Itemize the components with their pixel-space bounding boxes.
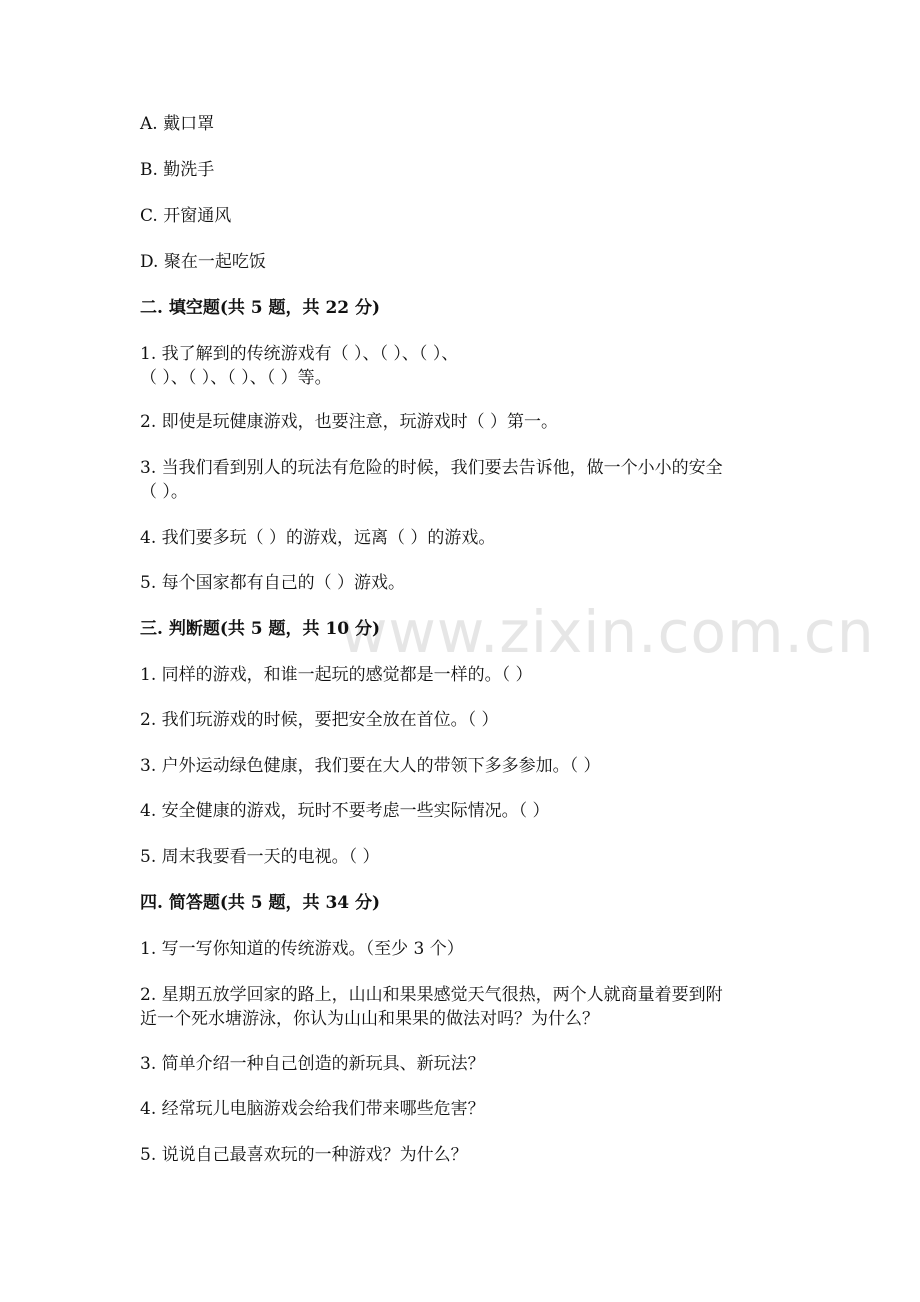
true-false-q5: 5. 周末我要看一天的电视。（ ） bbox=[140, 847, 380, 867]
fill-blank-q3-line2: （ ）。 bbox=[140, 482, 188, 502]
short-answer-q4: 4. 经常玩儿电脑游戏会给我们带来哪些危害？ bbox=[140, 1099, 485, 1119]
true-false-q1: 1. 同样的游戏，和谁一起玩的感觉都是一样的。（ ） bbox=[140, 665, 533, 685]
fill-blank-q1-line1: 1. 我了解到的传统游戏有（ ）、（ ）、（ ）、 bbox=[140, 344, 459, 364]
short-answer-q2-line2: 近一个死水塘游泳，你认为山山和果果的做法对吗？为什么？ bbox=[140, 1009, 599, 1029]
fill-blank-q3-line1: 3. 当我们看到别人的玩法有危险的时候，我们要去告诉他，做一个小小的安全 bbox=[140, 458, 723, 478]
option-c: C. 开窗通风 bbox=[140, 206, 232, 226]
fill-blank-q4: 4. 我们要多玩（ ）的游戏，远离（ ）的游戏。 bbox=[140, 528, 496, 548]
short-answer-q2-line1: 2. 星期五放学回家的路上，山山和果果感觉天气很热，两个人就商量着要到附 bbox=[140, 985, 723, 1005]
short-answer-q5: 5. 说说自己最喜欢玩的一种游戏？为什么？ bbox=[140, 1145, 468, 1165]
section-title-short-answer: 四. 简答题(共 5 题，共 34 分) bbox=[140, 893, 381, 913]
short-answer-q1: 1. 写一写你知道的传统游戏。（至少 3 个） bbox=[140, 939, 464, 959]
watermark: www.zixin.com.cn bbox=[340, 598, 875, 666]
short-answer-q3: 3. 简单介绍一种自己创造的新玩具、新玩法？ bbox=[140, 1054, 485, 1074]
option-d: D. 聚在一起吃饭 bbox=[140, 252, 266, 272]
fill-blank-q5: 5. 每个国家都有自己的（ ）游戏。 bbox=[140, 573, 406, 593]
true-false-q3: 3. 户外运动绿色健康，我们要在大人的带领下多多参加。（ ） bbox=[140, 756, 601, 776]
section-title-fill-blank: 二. 填空题(共 5 题，共 22 分) bbox=[140, 298, 381, 318]
fill-blank-q1-line2: （ ）、（ ）、（ ）、（ ）等。 bbox=[140, 368, 332, 388]
true-false-q4: 4. 安全健康的游戏，玩时不要考虑一些实际情况。（ ） bbox=[140, 801, 550, 821]
fill-blank-q2: 2. 即使是玩健康游戏，也要注意，玩游戏时（ ）第一。 bbox=[140, 412, 559, 432]
section-title-true-false: 三. 判断题(共 5 题，共 10 分) bbox=[140, 619, 381, 639]
option-b: B. 勤洗手 bbox=[140, 160, 215, 180]
true-false-q2: 2. 我们玩游戏的时候，要把安全放在首位。（ ） bbox=[140, 710, 499, 730]
option-a: A. 戴口罩 bbox=[140, 114, 215, 134]
